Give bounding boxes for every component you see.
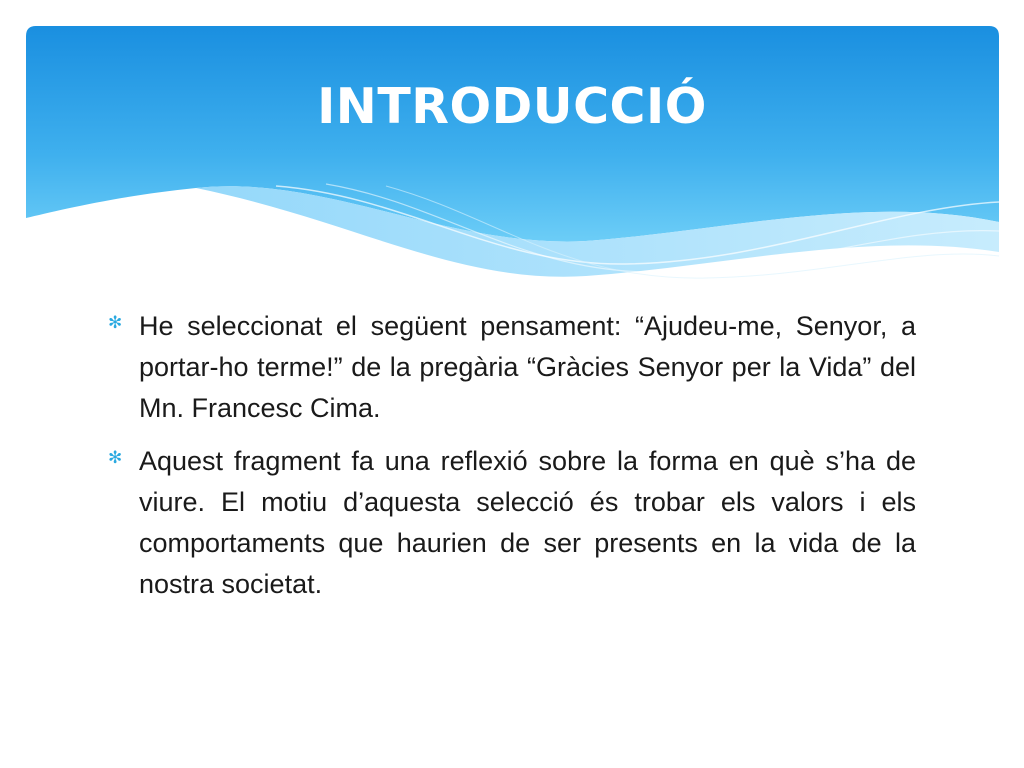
asterisk-bullet-icon: ✻: [108, 313, 123, 333]
header-wave-graphic: [26, 26, 999, 288]
bullet-text: He seleccionat el següent pensament: “Ajudeu-me, Senyor, a portar-ho terme!” de la pregària “Gràcies Senyor per la Vida” del Mn. Francesc Cima.: [139, 311, 916, 423]
bullet-text: Aquest fragment fa una reflexió sobre la forma en què s’ha de viure. El motiu d’aquesta selecció és trobar els valors i els comportaments que haurien de ser presents en la vida de la nostra societat.: [139, 446, 916, 599]
asterisk-bullet-icon: ✻: [108, 448, 123, 468]
bullet-item: [108, 306, 916, 429]
header-banner: [26, 26, 999, 288]
bullet-list: [108, 306, 916, 617]
slide-title: INTRODUCCIÓ: [317, 78, 707, 135]
bullet-item: [108, 441, 916, 605]
